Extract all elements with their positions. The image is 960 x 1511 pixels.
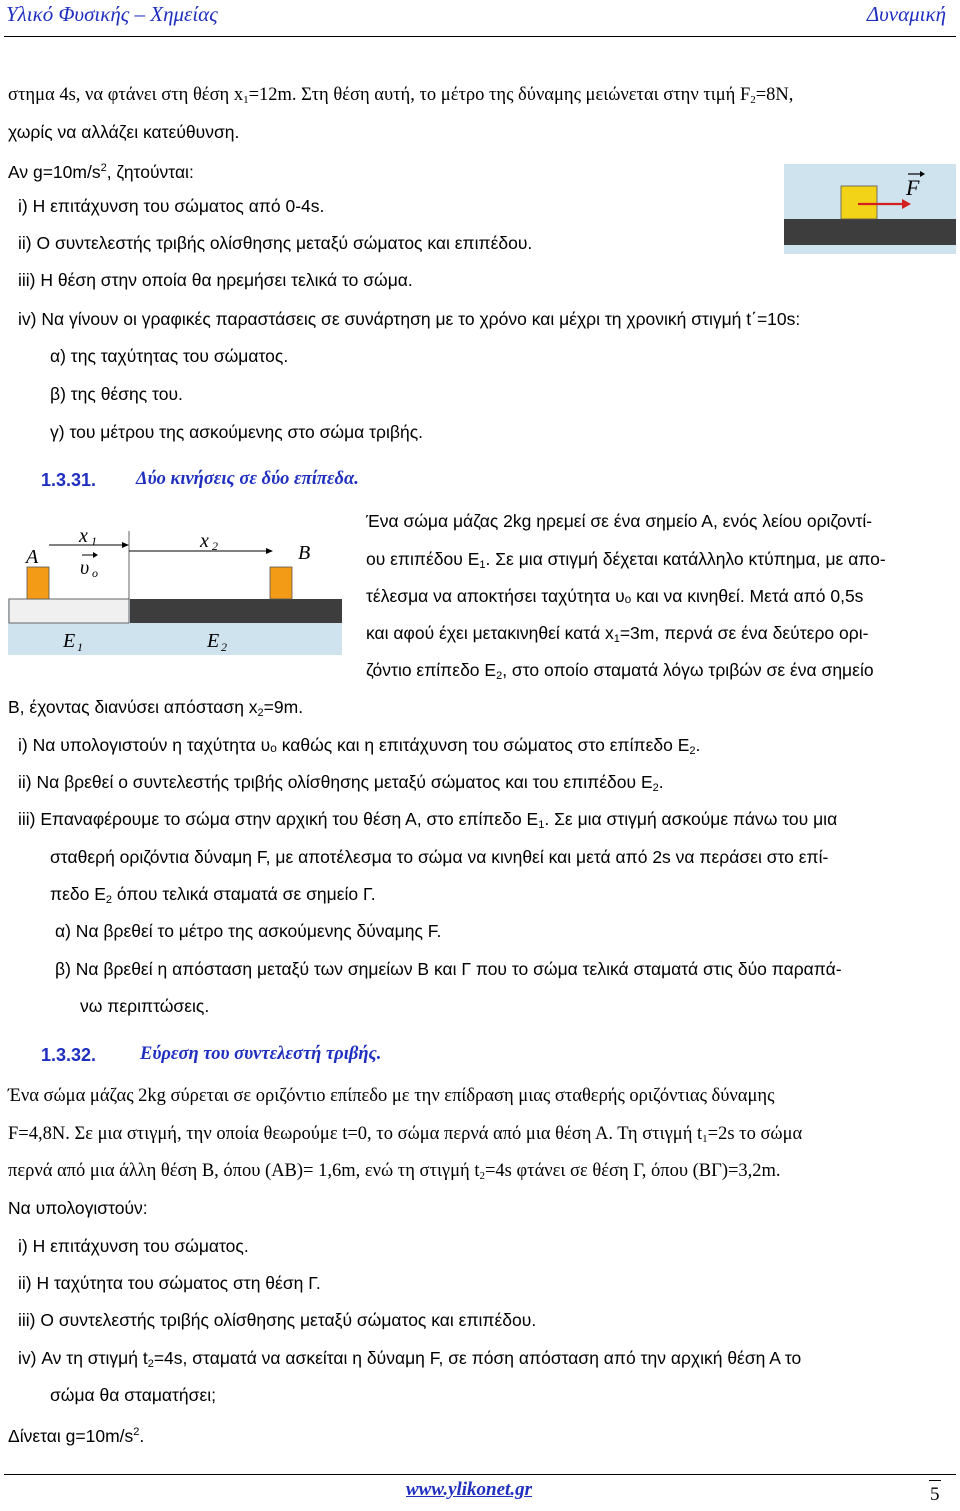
s31-q3-line3: πεδο $E_2$ όπου τελικά σταματά σε σημείο Γ. xyxy=(50,884,376,906)
s31-q3-line2: σταθερή οριζόντια δύναμη F, με αποτέλεσμα το σώμα να κινηθεί και μετά από 2s να περάσει στο επί- xyxy=(50,847,829,867)
prev-q4c: γ) του μέτρου της ασκούμενης στο σώμα τριβής. xyxy=(50,422,423,442)
label-x2-sub: 2 xyxy=(212,539,218,553)
force-label: F xyxy=(906,175,920,200)
prev-q4b: β) της θέσης του. xyxy=(50,384,183,404)
page-number: 5 xyxy=(930,1484,940,1505)
s31-p3: τέλεσμα να αποκτήσει ταχύτητα υₒ και να κινηθεί. Μετά από 0,5s xyxy=(366,586,864,606)
s31-p5: ζόντιο επίπεδο $E_2$, στο οποίο σταματά λόγω τριβών σε ένα σημείο xyxy=(366,660,874,682)
s32-given: Δίνεται $g=10m/s^2$. xyxy=(8,1426,145,1446)
s31-p4: και αφού έχει μετακινηθεί κατά $x_1=3m$, περνά σε ένα δεύτερο ορι- xyxy=(366,623,869,645)
x1-arrowhead xyxy=(122,542,129,548)
two-planes-figure xyxy=(8,511,342,655)
s32-q2: ii) Η ταχύτητα του σώματος στη θέση Γ. xyxy=(18,1273,321,1293)
label-e1-sub: 1 xyxy=(77,640,83,654)
s32-p4: Να υπολογιστούν: xyxy=(8,1198,148,1218)
label-x2: x xyxy=(200,530,209,552)
prev-line-2: χωρίς να αλλάζει κατεύθυνση. xyxy=(8,122,240,142)
s31-q3a: α) Να βρεθεί το μέτρο της ασκούμενης δύναμης F. xyxy=(55,921,442,941)
label-a: A xyxy=(26,546,39,568)
footer-website-link[interactable]: www.ylikonet.gr xyxy=(406,1479,532,1500)
s32-q4-line2: σώμα θα σταματήσει; xyxy=(50,1385,217,1405)
label-e2-sub: 2 xyxy=(221,640,227,654)
prev-q4a: α) της ταχύτητας του σώματος. xyxy=(50,346,289,366)
s32-q1: i) Η επιτάχυνση του σώματος. xyxy=(18,1236,249,1256)
s31-q3: iii) Επαναφέρουμε το σώμα στην αρχική του θέση Α, στο επίπεδο $E_1$. Σε μια στιγμή ασκούμε πάνω του μια xyxy=(18,809,838,831)
block-at-a xyxy=(27,567,49,599)
prev-q4: iv) Να γίνουν οι γραφικές παραστάσεις σε συνάρτηση με το χρόνο και μέχρι τη χρονική στιγμή t΄=10s: xyxy=(18,309,801,329)
section-31-number: 1.3.31. xyxy=(41,470,97,490)
footer-rule xyxy=(4,1474,956,1475)
prev-q1: i) Η επιτάχυνση του σώματος από 0-4s. xyxy=(18,196,325,216)
header-rule xyxy=(4,36,956,37)
prev-q3: iii) Η θέση στην οποία θα ηρεμήσει τελικά το σώμα. xyxy=(18,270,413,290)
label-e1: E xyxy=(63,630,76,652)
section-31-title: Δύο κινήσεις σε δύο επίπεδα. xyxy=(136,469,359,489)
s31-p1: Ένα σώμα μάζας 2kg ηρεμεί σε ένα σημείο Α, ενός λείου οριζοντί- xyxy=(366,511,873,531)
x2-arrowhead xyxy=(266,548,273,554)
label-b: B xyxy=(298,542,311,564)
s31-q2: ii) Να βρεθεί ο συντελεστής τριβής ολίσθησης μεταξύ σώματος και του επιπέδου $E_2$. xyxy=(18,772,664,794)
s31-q3b: β) Να βρεθεί η απόσταση μεταξύ των σημείων Β και Γ που το σώμα τελικά σταματά στις δύο παραπά- xyxy=(55,959,842,979)
s32-p3: περνά από μια άλλη θέση Β, όπου (ΑΒ)= 1,6m, ενώ τη στιγμή $t_2=4s$ φτάνει σε θέση Γ, όπου (ΒΓ)=3,2m. xyxy=(8,1161,781,1182)
s31-q1: i) Να υπολογιστούν η ταχύτητα υₒ καθώς και η επιτάχυνση του σώματος στο επίπεδο $E_2$. xyxy=(18,735,701,757)
force-block-figure xyxy=(784,164,956,254)
v0-vector-head xyxy=(93,552,98,558)
label-v0-sub: o xyxy=(92,566,98,580)
label-v0: υ xyxy=(80,557,90,579)
s32-q4: iv) Αν τη στιγμή $t_2=4s$, σταματά να ασκείται η δύναμη F, σε πόση απόσταση από την αρχική θέση Α το xyxy=(18,1348,802,1370)
s31-p2: ου επιπέδου $E_1$. Σε μια στιγμή δέχεται κατάλληλο κτύπημα, με απο- xyxy=(366,549,886,571)
s31-q3b-line2: νω περιπτώσεις. xyxy=(80,996,210,1016)
prev-line-1: στημα 4s, να φτάνει στη θέση $x_1=12m$. Στη θέση αυτή, το μέτρο της δύναμης μειώνεται στην τιμή $F_2=8N$, xyxy=(8,85,794,106)
s32-q3: iii) Ο συντελεστής τριβής ολίσθησης μεταξύ σώματος και επιπέδου. xyxy=(18,1310,537,1330)
ground-surface xyxy=(784,219,956,245)
prev-q2: ii) Ο συντελεστής τριβής ολίσθησης μεταξύ σώματος και επιπέδου. xyxy=(18,233,533,253)
plane-e2-surface xyxy=(130,599,342,623)
page-number-bar xyxy=(929,1480,941,1481)
label-x1: x xyxy=(79,525,88,547)
s31-p6: Β, έχοντας διανύσει απόσταση $x_2=9m$. xyxy=(8,697,304,719)
header-right: Δυναμική xyxy=(866,2,946,26)
s32-p2: F=4,8N. Σε μια στιγμή, την οποία θεωρούμε t=0, το σώμα περνά από μια θέση Α. Τη στιγμή $t_1=2s$ το σώμα xyxy=(8,1124,803,1145)
s32-p1: Ένα σώμα μάζας 2kg σύρεται σε οριζόντιο επίπεδο με την επίδραση μιας σταθερής οριζόντιας δύναμης xyxy=(8,1086,775,1106)
block xyxy=(841,186,877,219)
section-32-title: Εύρεση του συντελεστή τριβής. xyxy=(140,1044,382,1064)
section-32-number: 1.3.32. xyxy=(41,1045,97,1065)
block-at-b xyxy=(270,567,292,599)
label-e2: E xyxy=(207,630,220,652)
prev-line-3: Αν $g=10m/s^2$, ζητούνται: xyxy=(8,162,194,182)
plane-e1-surface xyxy=(9,599,129,623)
label-x1-sub: 1 xyxy=(91,534,97,548)
header-left: Υλικό Φυσικής – Χημείας xyxy=(6,2,218,26)
